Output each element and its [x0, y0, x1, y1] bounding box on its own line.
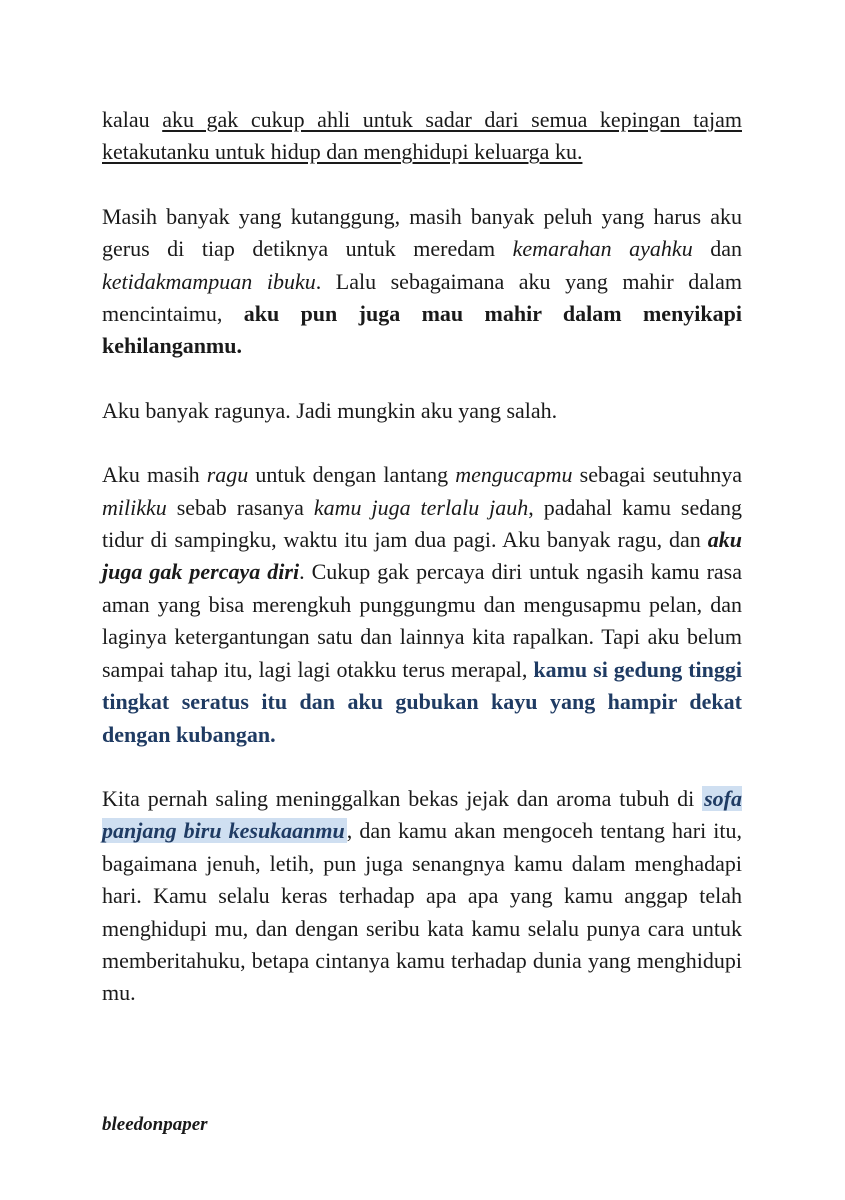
text-run: , padahal kamu sedang tidur di sampingku, waktu itu jam dua pagi. Aku banyak ragu, dan [102, 494, 742, 553]
text-run: sebab rasanya [166, 494, 314, 520]
underlined-text: aku gak cukup ahli untuk sadar dari semua kepingan tajam ketakutanku untuk hidup dan menghidupi keluarga ku. [102, 107, 742, 165]
paragraph-3 [102, 395, 742, 427]
italic-text: ketidakmampuan ibuku [102, 268, 316, 294]
text-run: Masih banyak yang kutanggung, masih banyak peluh yang harus aku gerus di tiap detiknya untuk meredam [102, 203, 742, 262]
text-body [102, 104, 742, 1010]
text-run: . Lalu sebagaimana aku yang mahir dalam mencintaimu, [102, 268, 742, 327]
bold-text: aku pun juga mau mahir dalam menyikapi kehilanganmu. [102, 301, 742, 359]
italic-text: kamu juga terlalu jauh [313, 494, 529, 520]
paragraph-4 [102, 459, 742, 751]
text-run: . Cukup gak percaya diri untuk ngasih kamu rasa aman yang bisa merengkuh punggungmu dan mengusapmu pelan, dan laginya ketergantungan satu dan lainnya kita rapalkan. Tapi aku belum sampai tahap itu, lagi lagi otakku terus merapal, [102, 559, 743, 682]
highlighted-text: sofa panjang biru kesukaanmu [102, 785, 742, 844]
paragraph-5 [102, 783, 742, 1010]
signature: bleedonpaper [102, 1114, 208, 1135]
paragraph-2 [102, 201, 742, 363]
paragraph-1 [102, 104, 742, 169]
text-run: Aku masih [102, 462, 207, 488]
text-run: dan [692, 236, 742, 262]
text-run: sebagai seutuhnya [572, 462, 742, 488]
italic-text: ragu [206, 462, 249, 488]
italic-text: mengucapmu [455, 462, 573, 488]
text-run: untuk dengan lantang [248, 462, 456, 488]
text-run: Kita pernah saling meninggalkan bekas jejak dan aroma tubuh di [102, 785, 703, 811]
blue-bold-text: kamu si gedung tinggi tingkat seratus itu dan aku gubukan kayu yang hampir dekat dengan kubangan. [102, 656, 742, 747]
text-run: kalau [102, 107, 163, 132]
bold-italic-text: aku juga gak percaya diri [102, 527, 742, 585]
text-run: Aku banyak ragunya. Jadi mungkin aku yang salah. [102, 397, 558, 423]
text-run: , dan kamu akan mengoceh tentang hari itu, bagaimana jenuh, letih, pun juga senangnya kamu dalam menghadapi hari. Kamu selalu keras terhadap apa apa yang kamu anggap telah menghidupi mu, dan dengan seribu kata kamu selalu punya cara untuk memberitahuku, betapa cintanya kamu terhadap dunia yang menghidupi mu. [102, 818, 743, 1006]
italic-text: kemarahan ayahku [512, 236, 693, 262]
italic-text: milikku [102, 494, 167, 520]
